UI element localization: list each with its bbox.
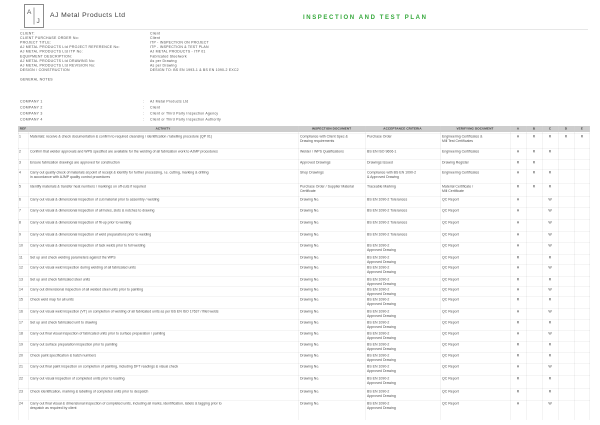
verifying-document-cell: QC Report [442,402,459,406]
company-label: COMPANY 2 [20,106,43,110]
intervention-mark: W [548,221,552,225]
intervention-mark: H [516,171,520,175]
column-divider [558,126,559,420]
activity-cell: Carry out final paint inspection on completion of painting, including DFT readings & visual check [30,365,179,369]
ref-cell: 22 [19,377,23,381]
info-field-label: CLIENT: [20,32,35,36]
activity-cell: Carry out dimensional inspection of all welded steel units prior to painting [30,288,144,292]
acceptance-criteria-cell: BS EN 1090-2 Approved Drawing [367,321,396,329]
intervention-mark: W [548,266,552,270]
table-row [18,242,590,254]
acceptance-criteria-cell: BS EN 1090-2 Approved Drawing [367,343,396,351]
intervention-mark: R [516,343,520,347]
inspection-document-cell: Drawing No. [300,390,320,394]
inspection-table [18,126,590,420]
ref-cell: 15 [19,298,23,302]
intervention-mark: H [516,310,520,314]
intervention-mark: R [548,343,552,347]
ref-cell: 18 [19,332,23,336]
inspection-document-cell: Drawing No. [300,377,320,381]
intervention-mark: R [548,278,552,282]
column-divider [28,126,29,420]
acceptance-criteria-cell: Traceable Marking [367,185,396,189]
column-divider [440,126,441,420]
ref-cell: 7 [19,209,21,213]
inspection-document-cell: Drawing No. [300,402,320,406]
verifying-document-cell: QC Report [442,256,459,260]
activity-cell: Carry out final visual inspection of fabricated units prior to surface preparation / painting [30,332,166,336]
column-header-mark: B [532,127,536,131]
table-row [18,264,590,276]
activity-cell: Check weld map for all units [30,298,74,302]
ref-cell: 20 [19,354,23,358]
intervention-mark: W [548,198,552,202]
intervention-mark: H [516,221,520,225]
intervention-mark: H [516,198,520,202]
intervention-mark: R [548,256,552,260]
table-row [18,363,590,375]
intervention-mark: W [548,402,552,406]
intervention-mark: R [548,354,552,358]
intervention-mark: H [516,233,520,237]
intervention-mark: R [532,185,536,189]
activity-cell: Carry out visual & dimensional inspection of fit-up prior to welding [30,221,132,225]
table-row [18,183,590,196]
acceptance-criteria-cell: BS EN 1090-2 Approved Drawing [367,377,396,385]
info-field-label: EQUIPMENT DESCRIPTION: [20,55,73,59]
info-field-value: Client [150,32,161,36]
inspection-document-cell: Shop Drawings [300,171,324,175]
ref-cell: 23 [19,390,23,394]
table-row [18,133,590,148]
intervention-mark: H [516,266,520,270]
acceptance-criteria-cell: BS EN 1090-2 Tolerances [367,221,408,225]
ref-cell: 11 [19,256,23,260]
inspection-document-cell: Approved Drawings [300,161,331,165]
inspection-document-cell: Compliance with Client Spec & Drawing requirements [300,135,348,143]
ref-cell: 12 [19,266,23,270]
acceptance-criteria-cell: BS EN 1090-2 Approved Drawing [367,256,396,264]
company-value: AJ Metal Products Ltd [150,100,189,104]
table-row [18,159,590,169]
verifying-document-cell: QC Report [442,278,459,282]
inspection-document-cell: Welder / WPS Qualifications [300,150,344,154]
acceptance-criteria-cell: BS EN 1090-2 Approved Drawing [367,390,396,398]
inspection-document-cell: Drawing No. [300,365,320,369]
inspection-document-cell: Drawing No. [300,233,320,237]
ref-cell: 10 [19,244,23,248]
company-label: COMPANY 4 [20,118,43,122]
info-field-label: GENERAL NOTES [20,78,53,82]
inspection-document-cell: Drawing No. [300,221,320,225]
table-header-row [18,126,590,132]
company-separator: : [143,106,144,110]
verifying-document-cell: QC Report [442,321,459,325]
inspection-document-cell: Drawing No. [300,244,320,248]
inspection-document-cell: Drawing No. [300,310,320,314]
intervention-mark: R [516,377,520,381]
info-field-label: CLIENT PURCHASE ORDER No: [20,36,80,40]
info-field-value: Client [150,36,161,40]
activity-cell: Set up and check fabricated steel units [30,278,91,282]
ref-cell: 14 [19,288,23,292]
project-info-block [0,0,600,125]
intervention-mark: W [548,310,552,314]
intervention-mark: H [516,365,520,369]
table-row [18,286,590,296]
activity-cell: Materials: receive & check documentation & confirm to required cleansing / identification / labelling procedure (QP 01) [30,135,213,139]
ref-cell: 6 [19,198,21,202]
column-header-mark: C [548,127,552,131]
activity-cell: Carry out surface preparation inspection prior to painting [30,343,118,347]
intervention-mark: W [548,288,552,292]
ref-cell: 24 [19,402,23,406]
acceptance-criteria-cell: Drawings Issued [367,161,393,165]
activity-cell: Carry out visual & dimensional inspection of weld preparations prior to welding [30,233,152,237]
ref-cell: 8 [19,221,21,225]
intervention-mark: R [532,135,536,139]
ref-cell: 17 [19,321,23,325]
inspection-document-cell: Drawing No. [300,278,320,282]
intervention-mark: R [516,298,520,302]
table-row [18,148,590,159]
column-divider [526,126,527,420]
company-value: Client or Third Party Inspection Authority [150,118,221,122]
acceptance-criteria-cell: BS EN 1090-2 Approved Drawing [367,332,396,340]
intervention-mark: R [548,298,552,302]
acceptance-criteria-cell: BS EN 1090-2 Approved Drawing [367,298,396,306]
logo-letter: J [36,18,40,25]
intervention-mark: R [548,171,552,175]
verifying-document-cell: QC Report [442,332,459,336]
intervention-mark: R [548,150,552,154]
info-field-label: DESIGN / CONSTRUCTION [20,68,70,72]
ref-cell: 5 [19,185,21,189]
info-field-label: AJ METAL PRODUCTS Ltd DRAWING No: [20,59,96,63]
intervention-mark: R [548,185,552,189]
verifying-document-cell: QC Report [442,365,459,369]
info-field-value: As per Drawing [150,64,177,68]
table-row [18,296,590,308]
info-field-value: Fabricated Steelwork [150,55,187,59]
activity-cell: Carry out visual & dimensional inspection of tack welds prior to full welding [30,244,146,248]
activity-cell: Carry out quality check of materials at point of receipt & identify for further processing, i.e. cutting, marking & drilling in accordance with AJMP quality control procedures [30,171,209,179]
company-value: Client [150,106,161,110]
column-header-acceptance-criteria: ACCEPTANCE CRITERIA [383,127,422,131]
table-row [18,254,590,264]
acceptance-criteria-cell: BS EN 1090-2 Approved Drawing [367,266,396,274]
column-divider [574,126,575,420]
column-divider [590,126,591,420]
column-divider [542,126,543,420]
ref-cell: 13 [19,278,23,282]
activity-cell: Carry out visual & dimensional inspection of all holes, slots & notches to drawing [30,209,155,213]
info-field-value: AJ METAL PRODUCTS - ITP 01 [150,50,206,54]
intervention-mark: R [564,135,568,139]
column-header-inspection-document: INSPECTION DOCUMENT [311,127,352,131]
intervention-mark: H [516,244,520,248]
verifying-document-cell: Engineering Certificates [442,150,480,154]
intervention-mark: H [516,288,520,292]
ref-cell: 19 [19,343,23,347]
activity-cell: Carry out visual weld inspection (VT) on completion of welding of all fabricated units as per BS EN ISO 17637 / fillet welds [30,310,219,314]
table-row [18,341,590,352]
info-field-label: PROJECT TITLE: [20,41,52,45]
table-row [18,400,590,420]
company-separator: : [143,112,144,116]
activity-cell: Confirm that welder approvals and WPS specified are available for the welding of all fabrication work to AJMP procedures [30,150,218,154]
verifying-document-cell: QC Report [442,377,459,381]
activity-cell: Check identification, marking & labelling of completed units prior to despatch [30,390,149,394]
verifying-document-cell: QC Report [442,343,459,347]
table-row [18,388,590,400]
acceptance-criteria-cell: BS EN 1090-2 Approved Drawing [367,244,396,252]
ref-cell: 4 [19,171,21,175]
inspection-document-cell: Drawing No. [300,198,320,202]
info-field-label: AJ METAL PRODUCTS Ltd ITP No: [20,50,83,54]
verifying-document-cell: QC Report [442,288,459,292]
activity-cell: Ensure fabrication drawings are approved for construction [30,161,120,165]
intervention-mark: W [548,233,552,237]
ref-cell: 1 [19,135,21,139]
logo-letter: A [27,9,32,16]
table-row [18,231,590,242]
verifying-document-cell: QC Report [442,390,459,394]
info-field-label: AJ METAL PRODUCTS Ltd PROJECT REFERENCE No: [20,45,120,49]
intervention-mark: R [516,161,520,165]
verifying-document-cell: QC Report [442,198,459,202]
table-row [18,169,590,183]
activity-cell: Set up and check welding parameters against the WPS [30,256,116,260]
acceptance-criteria-cell: BS EN 1090-2 Approved Drawing [367,278,396,286]
activity-cell: Identify materials & transfer heat numbers / markings on off-cuts if required [30,185,146,189]
verifying-document-cell: Drawing Register [442,161,469,165]
company-label: COMPANY 3 [20,112,43,116]
intervention-mark: W [548,209,552,213]
intervention-mark: R [516,321,520,325]
inspection-document-cell: Purchase Order / Supplier Material Certificate [300,185,354,193]
intervention-mark: W [548,332,552,336]
verifying-document-cell: QC Report [442,310,459,314]
intervention-mark: R [548,321,552,325]
table-row [18,196,590,207]
acceptance-criteria-cell: BS EN 1090-2 Approved Drawing [367,402,396,410]
intervention-mark: H [516,150,520,154]
acceptance-criteria-cell: BS EN 1090-2 Approved Drawing [367,365,396,373]
verifying-document-cell: QC Report [442,209,459,213]
intervention-mark: R [516,256,520,260]
info-field-value: As per Drawing [150,59,177,63]
inspection-document-cell: Drawing No. [300,209,320,213]
intervention-mark: R [516,390,520,394]
intervention-mark: H [516,209,520,213]
verifying-document-cell: QC Report [442,354,459,358]
info-field-value: ITP - INSPECTION ON PROJECT [150,41,209,45]
column-divider [510,126,511,420]
table-row [18,219,590,231]
ref-cell: 16 [19,310,23,314]
column-divider [18,126,19,420]
acceptance-criteria-cell: BS EN 1090-2 Approved Drawing [367,354,396,362]
document-title: INSPECTION AND TEST PLAN [303,13,428,21]
table-row [18,330,590,341]
table-row [18,319,590,330]
ref-cell: 3 [19,161,21,165]
verifying-document-cell: QC Report [442,244,459,248]
intervention-mark: R [532,150,536,154]
ref-cell: 21 [19,365,23,369]
verifying-document-cell: Engineering Certificates & Mill Test Certificates [442,135,483,143]
intervention-mark: R [516,185,520,189]
verifying-document-cell: Material Certificate / Mill Certificate [442,185,474,193]
company-separator: : [143,100,144,104]
column-header-mark: A [516,127,520,131]
column-divider [298,126,299,420]
column-header-ref: REF [19,127,27,131]
verifying-document-cell: QC Report [442,298,459,302]
column-header-verifying-document: VERIFYING DOCUMENT [456,127,494,131]
intervention-mark: R [580,135,584,139]
verifying-document-cell: Engineering Certificates [442,171,480,175]
table-row [18,352,590,363]
company-name: AJ Metal Products Ltd [50,11,126,19]
inspection-document-cell: Drawing No. [300,266,320,270]
inspection-document-cell: Drawing No. [300,332,320,336]
inspection-document-cell: Drawing No. [300,256,320,260]
acceptance-criteria-cell: BS EN 1090-2 Approved Drawing [367,310,396,318]
inspection-document-cell: Drawing No. [300,288,320,292]
activity-cell: Carry out visual weld inspection during welding of all fabricated units [30,266,136,270]
intervention-mark: H [516,332,520,336]
info-field-label: AJ METAL PRODUCTS Ltd REVISION No: [20,64,96,68]
table-row [18,308,590,319]
inspection-document-cell: Drawing No. [300,321,320,325]
acceptance-criteria-cell: BS EN ISO 9606-1 [367,150,397,154]
ref-cell: 2 [19,150,21,154]
intervention-mark: R [516,278,520,282]
verifying-document-cell: QC Report [442,233,459,237]
company-value: Client or Third Party Inspection Agency [150,112,219,116]
verifying-document-cell: QC Report [442,266,459,270]
intervention-mark: R [516,354,520,358]
intervention-mark: W [548,244,552,248]
ref-cell: 9 [19,233,21,237]
inspection-document-cell: Drawing No. [300,343,320,347]
info-field-value: DESIGN TO: BS EN 1993-1 & BS EN 1090-2 EXC2 [150,68,239,72]
intervention-mark: H [516,135,520,139]
acceptance-criteria-cell: BS EN 1090-2 Tolerances [367,233,408,237]
intervention-mark: R [532,171,536,175]
column-header-mark: E [580,127,584,131]
acceptance-criteria-cell: Purchase Order [367,135,392,139]
company-separator: : [143,118,144,122]
info-field-value: ITP - INSPECTION & TEST PLAN [150,45,209,49]
intervention-mark: R [548,135,552,139]
company-label: COMPANY 1 [20,100,43,104]
activity-cell: Set up and check fabricated unit to drawing [30,321,98,325]
acceptance-criteria-cell: BS EN 1090-2 Tolerances [367,198,408,202]
table-row [18,375,590,388]
acceptance-criteria-cell: Compliance with BS EN 1090-2 & Approved Drawing [367,171,417,179]
acceptance-criteria-cell: BS EN 1090-2 Approved Drawing [367,288,396,296]
activity-cell: Carry out final visual & dimensional inspection of completed units, including all marks, identification, labels & tagging prior to despatch as required by client [30,402,222,410]
column-header-mark: D [564,127,568,131]
acceptance-criteria-cell: BS EN 1090-2 Tolerances [367,209,408,213]
intervention-mark: R [548,377,552,381]
table-row [18,207,590,219]
intervention-mark: R [548,390,552,394]
column-divider [365,126,366,420]
intervention-mark: W [548,365,552,369]
table-row [18,276,590,286]
intervention-mark: R [532,161,536,165]
inspection-document-cell: Drawing No. [300,298,320,302]
activity-cell: Carry out visual inspection of completed units prior to loading [30,377,125,381]
inspection-document-cell: Drawing No. [300,354,320,358]
activity-cell: Carry out visual & dimensional inspection of cut material prior to assembly / welding [30,198,160,202]
column-header-activity: ACTIVITY [155,127,171,131]
activity-cell: Check paint specification & batch numbers [30,354,97,358]
intervention-mark: H [516,402,520,406]
verifying-document-cell: QC Report [442,221,459,225]
